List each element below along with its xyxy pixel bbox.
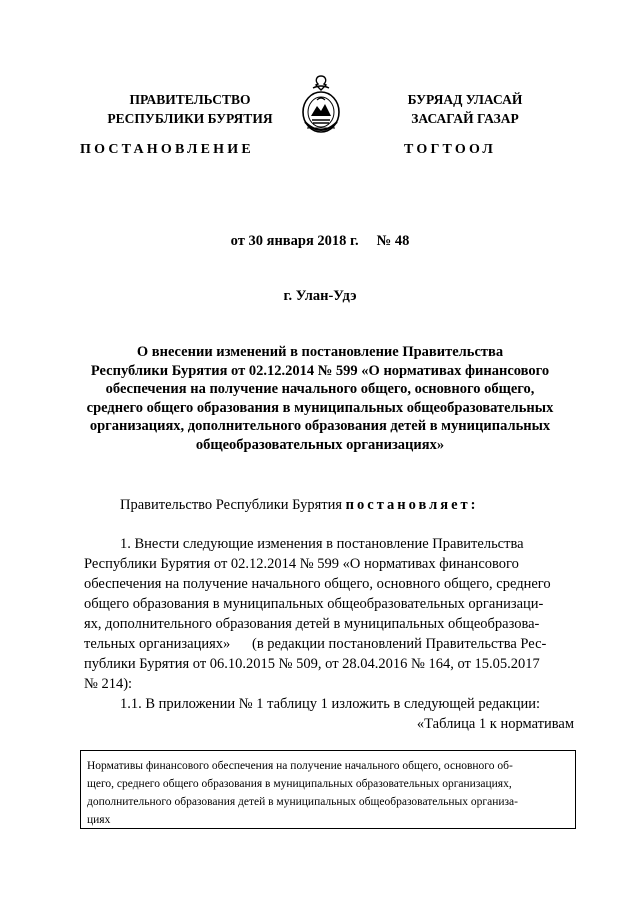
preamble-bold: постановляет: xyxy=(345,497,479,513)
caption-line: дополнительного образования детей в муниципальных общеобразовательных организа- xyxy=(87,796,518,808)
doc-number: № 48 xyxy=(376,233,410,249)
body-line: общего образования в муниципальных общеобразовательных организаци- xyxy=(84,596,544,612)
preamble-text: Правительство Республики Бурятия xyxy=(120,497,346,513)
title-line: О внесении изменений в постановление Правительства xyxy=(136,344,504,360)
header-right-line2: ЗАСАГАЙ ГАЗАР xyxy=(411,111,519,126)
table-caption-box xyxy=(80,750,576,829)
body-line: № 214): xyxy=(84,676,133,692)
doc-date: от 30 января 2018 г. xyxy=(230,233,359,249)
body-line: «Таблица 1 к нормативам xyxy=(416,716,574,732)
header-left-line1: ПРАВИТЕЛЬСТВО xyxy=(129,92,251,107)
body-line: Республики Бурятия от 02.12.2014 № 599 «О нормативах финансового xyxy=(84,556,519,572)
doc-city: г. Улан-Удэ xyxy=(283,288,357,304)
emblem-icon xyxy=(299,72,343,140)
doc-type-left: ПОСТАНОВЛЕНИЕ xyxy=(80,142,254,157)
header-right-line1: БУРЯАД УЛАСАЙ xyxy=(407,92,523,107)
doc-type-right: ТОГТООЛ xyxy=(404,142,497,157)
caption-line: циях xyxy=(87,814,111,826)
body-line: публики Бурятия от 06.10.2015 № 509, от 28.04.2016 № 164, от 15.05.2017 xyxy=(84,656,540,672)
title-line: обеспечения на получение начального общего, основного общего, xyxy=(105,381,535,397)
preamble xyxy=(120,497,479,514)
header-left-line2: РЕСПУБЛИКИ БУРЯТИЯ xyxy=(107,111,273,126)
header-right xyxy=(380,90,550,128)
body-line: обеспечения на получение начального общего, основного общего, среднего xyxy=(84,576,551,592)
doc-date-line xyxy=(0,233,640,250)
header-left xyxy=(90,90,290,128)
body-text xyxy=(84,534,574,734)
title-line: организациях, дополнительного образования детей в муниципальных xyxy=(89,418,551,434)
title-line: Республики Бурятия от 02.12.2014 № 599 «О нормативах финансового xyxy=(90,362,550,379)
body-line: тельных организациях» (в редакции постановлений Правительства Рес- xyxy=(84,636,547,652)
body-line: ях, дополнительного образования детей в муниципальных общеобразова- xyxy=(84,616,540,632)
doc-title xyxy=(66,343,574,454)
caption-line: щего, среднего общего образования в муниципальных образовательных организациях, xyxy=(87,778,512,790)
title-line: среднего общего образования в муниципальных общеобразовательных xyxy=(86,399,554,416)
title-line: общеобразовательных организациях» xyxy=(195,436,445,453)
body-line: 1.1. В приложении № 1 таблицу 1 изложить в следующей редакции: xyxy=(120,696,540,712)
body-line: 1. Внести следующие изменения в постановление Правительства xyxy=(120,536,524,552)
caption-line: Нормативы финансового обеспечения на получение начального общего, основного об- xyxy=(87,760,513,772)
